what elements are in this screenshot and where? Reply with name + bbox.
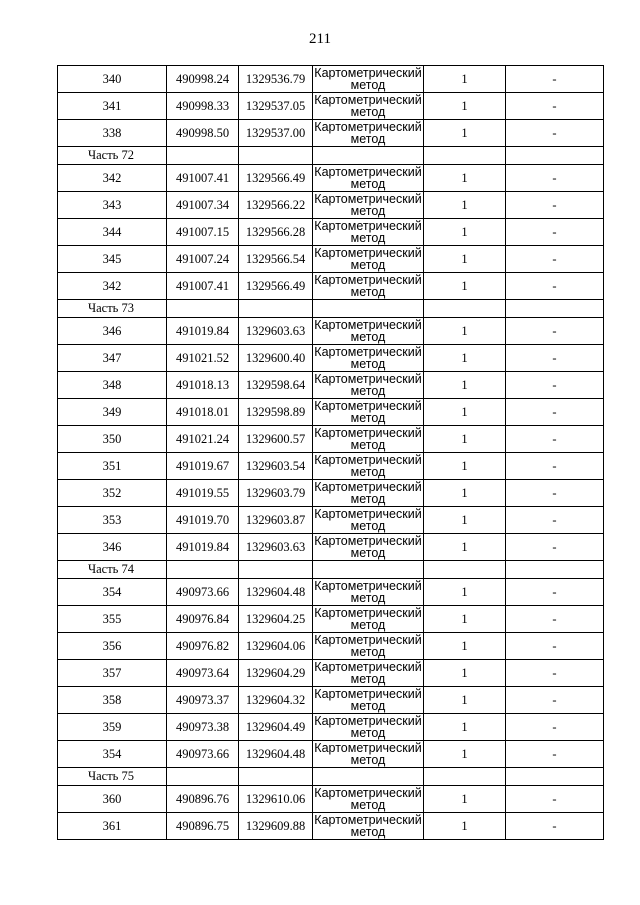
method-line-2: метод <box>350 258 386 272</box>
table-row <box>58 660 604 687</box>
point-number-cell: 356 <box>58 633 167 660</box>
point-number-cell: 357 <box>58 660 167 687</box>
empty-cell <box>424 768 506 786</box>
method-line-2: метод <box>350 384 386 398</box>
accuracy-cell: 1 <box>424 813 506 840</box>
y-coordinate-cell: 1329600.40 <box>239 345 313 372</box>
table-row <box>58 66 604 93</box>
accuracy-cell: 1 <box>424 606 506 633</box>
description-cell: - <box>506 480 604 507</box>
y-coordinate-cell: 1329598.89 <box>239 399 313 426</box>
y-coordinate-cell: 1329604.29 <box>239 660 313 687</box>
point-number-cell: 342 <box>58 273 167 300</box>
method-line-1: Картометрический <box>314 786 422 800</box>
y-coordinate-cell: 1329600.57 <box>239 426 313 453</box>
method-cell <box>313 66 424 93</box>
method-line-1: Картометрический <box>314 813 422 827</box>
accuracy-cell: 1 <box>424 192 506 219</box>
method-line-1: Картометрический <box>314 399 422 413</box>
x-coordinate-cell: 490973.37 <box>167 687 239 714</box>
point-number-cell: 351 <box>58 453 167 480</box>
method-cell <box>313 741 424 768</box>
point-number-cell: 342 <box>58 165 167 192</box>
method-cell <box>313 372 424 399</box>
description-cell: - <box>506 606 604 633</box>
method-cell <box>313 426 424 453</box>
table-row <box>58 507 604 534</box>
description-cell: - <box>506 579 604 606</box>
x-coordinate-cell: 490896.76 <box>167 786 239 813</box>
point-number-cell: 354 <box>58 579 167 606</box>
x-coordinate-cell: 491018.13 <box>167 372 239 399</box>
method-line-2: метод <box>350 618 386 632</box>
description-cell: - <box>506 66 604 93</box>
point-number-cell: 341 <box>58 93 167 120</box>
y-coordinate-cell: 1329566.28 <box>239 219 313 246</box>
empty-cell <box>239 768 313 786</box>
table-row <box>58 687 604 714</box>
x-coordinate-cell: 491019.70 <box>167 507 239 534</box>
point-number-cell: 361 <box>58 813 167 840</box>
method-line-1: Картометрический <box>314 93 422 107</box>
method-cell <box>313 165 424 192</box>
method-line-1: Картометрический <box>314 345 422 359</box>
accuracy-cell: 1 <box>424 426 506 453</box>
point-number-cell: 354 <box>58 741 167 768</box>
y-coordinate-cell: 1329537.05 <box>239 93 313 120</box>
part-label: Часть 74 <box>58 561 167 579</box>
point-number-cell: 344 <box>58 219 167 246</box>
coordinates-table <box>57 65 604 840</box>
point-number-cell: 346 <box>58 534 167 561</box>
empty-cell <box>313 768 424 786</box>
x-coordinate-cell: 491021.52 <box>167 345 239 372</box>
method-cell <box>313 687 424 714</box>
empty-cell <box>506 300 604 318</box>
x-coordinate-cell: 490973.66 <box>167 579 239 606</box>
accuracy-cell: 1 <box>424 714 506 741</box>
accuracy-cell: 1 <box>424 372 506 399</box>
y-coordinate-cell: 1329604.06 <box>239 633 313 660</box>
page-number: 211 <box>309 31 331 47</box>
accuracy-cell: 1 <box>424 399 506 426</box>
method-cell <box>313 93 424 120</box>
method-cell <box>313 453 424 480</box>
point-number-cell: 350 <box>58 426 167 453</box>
method-line-1: Картометрический <box>314 687 422 701</box>
table-row <box>58 246 604 273</box>
description-cell: - <box>506 687 604 714</box>
method-line-1: Картометрический <box>314 246 422 260</box>
accuracy-cell: 1 <box>424 273 506 300</box>
empty-cell <box>506 768 604 786</box>
description-cell: - <box>506 93 604 120</box>
method-line-2: метод <box>350 645 386 659</box>
accuracy-cell: 1 <box>424 66 506 93</box>
table-row <box>58 399 604 426</box>
empty-cell <box>506 561 604 579</box>
description-cell: - <box>506 372 604 399</box>
table-row <box>58 318 604 345</box>
table-row <box>58 372 604 399</box>
point-number-cell: 347 <box>58 345 167 372</box>
part-header-row <box>58 147 604 165</box>
method-line-2: метод <box>350 699 386 713</box>
accuracy-cell: 1 <box>424 633 506 660</box>
x-coordinate-cell: 491007.34 <box>167 192 239 219</box>
description-cell: - <box>506 741 604 768</box>
accuracy-cell: 1 <box>424 165 506 192</box>
method-cell <box>313 192 424 219</box>
method-cell <box>313 399 424 426</box>
method-line-1: Картометрический <box>314 273 422 287</box>
description-cell: - <box>506 660 604 687</box>
method-line-2: метод <box>350 798 386 812</box>
method-line-2: метод <box>350 204 386 218</box>
x-coordinate-cell: 491007.15 <box>167 219 239 246</box>
accuracy-cell: 1 <box>424 453 506 480</box>
description-cell: - <box>506 786 604 813</box>
point-number-cell: 352 <box>58 480 167 507</box>
y-coordinate-cell: 1329610.06 <box>239 786 313 813</box>
table-row <box>58 480 604 507</box>
method-cell <box>313 813 424 840</box>
method-line-2: метод <box>350 519 386 533</box>
method-cell <box>313 507 424 534</box>
y-coordinate-cell: 1329603.63 <box>239 318 313 345</box>
method-line-1: Картометрический <box>314 120 422 134</box>
empty-cell <box>239 147 313 165</box>
method-line-1: Картометрический <box>314 192 422 206</box>
method-line-2: метод <box>350 78 386 92</box>
y-coordinate-cell: 1329603.63 <box>239 534 313 561</box>
x-coordinate-cell: 490998.24 <box>167 66 239 93</box>
x-coordinate-cell: 491019.84 <box>167 534 239 561</box>
x-coordinate-cell: 490973.38 <box>167 714 239 741</box>
empty-cell <box>313 147 424 165</box>
description-cell: - <box>506 345 604 372</box>
method-line-2: метод <box>350 726 386 740</box>
method-cell <box>313 246 424 273</box>
method-line-1: Картометрический <box>314 714 422 728</box>
method-line-2: метод <box>350 492 386 506</box>
method-line-1: Картометрический <box>314 534 422 548</box>
y-coordinate-cell: 1329603.87 <box>239 507 313 534</box>
table-row <box>58 714 604 741</box>
method-line-2: метод <box>350 105 386 119</box>
point-number-cell: 349 <box>58 399 167 426</box>
x-coordinate-cell: 490973.66 <box>167 741 239 768</box>
y-coordinate-cell: 1329566.49 <box>239 273 313 300</box>
y-coordinate-cell: 1329537.00 <box>239 120 313 147</box>
description-cell: - <box>506 120 604 147</box>
point-number-cell: 359 <box>58 714 167 741</box>
method-line-2: метод <box>350 411 386 425</box>
point-number-cell: 343 <box>58 192 167 219</box>
y-coordinate-cell: 1329566.22 <box>239 192 313 219</box>
x-coordinate-cell: 490998.33 <box>167 93 239 120</box>
method-line-2: метод <box>350 438 386 452</box>
method-cell <box>313 273 424 300</box>
y-coordinate-cell: 1329603.79 <box>239 480 313 507</box>
method-cell <box>313 606 424 633</box>
accuracy-cell: 1 <box>424 480 506 507</box>
x-coordinate-cell: 490998.50 <box>167 120 239 147</box>
method-line-2: метод <box>350 357 386 371</box>
method-line-2: метод <box>350 546 386 560</box>
accuracy-cell: 1 <box>424 120 506 147</box>
table-row <box>58 741 604 768</box>
x-coordinate-cell: 490976.82 <box>167 633 239 660</box>
accuracy-cell: 1 <box>424 687 506 714</box>
accuracy-cell: 1 <box>424 579 506 606</box>
y-coordinate-cell: 1329603.54 <box>239 453 313 480</box>
y-coordinate-cell: 1329536.79 <box>239 66 313 93</box>
point-number-cell: 358 <box>58 687 167 714</box>
part-header-row <box>58 561 604 579</box>
x-coordinate-cell: 491007.24 <box>167 246 239 273</box>
description-cell: - <box>506 453 604 480</box>
y-coordinate-cell: 1329604.48 <box>239 741 313 768</box>
point-number-cell: 338 <box>58 120 167 147</box>
x-coordinate-cell: 491007.41 <box>167 273 239 300</box>
method-line-2: метод <box>350 177 386 191</box>
y-coordinate-cell: 1329604.48 <box>239 579 313 606</box>
method-line-1: Картометрический <box>314 165 422 179</box>
table-row <box>58 192 604 219</box>
accuracy-cell: 1 <box>424 534 506 561</box>
empty-cell <box>313 561 424 579</box>
x-coordinate-cell: 490896.75 <box>167 813 239 840</box>
method-line-2: метод <box>350 825 386 839</box>
table-row <box>58 813 604 840</box>
description-cell: - <box>506 633 604 660</box>
empty-cell <box>167 300 239 318</box>
accuracy-cell: 1 <box>424 93 506 120</box>
method-cell <box>313 480 424 507</box>
empty-cell <box>424 147 506 165</box>
table-row <box>58 786 604 813</box>
method-cell <box>313 633 424 660</box>
table-row <box>58 273 604 300</box>
method-line-2: метод <box>350 753 386 767</box>
x-coordinate-cell: 490973.64 <box>167 660 239 687</box>
empty-cell <box>239 300 313 318</box>
y-coordinate-cell: 1329566.54 <box>239 246 313 273</box>
method-line-1: Картометрический <box>314 660 422 674</box>
empty-cell <box>167 768 239 786</box>
accuracy-cell: 1 <box>424 345 506 372</box>
empty-cell <box>313 300 424 318</box>
method-line-1: Картометрический <box>314 219 422 233</box>
method-line-1: Картометрический <box>314 579 422 593</box>
description-cell: - <box>506 318 604 345</box>
empty-cell <box>239 561 313 579</box>
part-header-row <box>58 300 604 318</box>
description-cell: - <box>506 219 604 246</box>
description-cell: - <box>506 273 604 300</box>
description-cell: - <box>506 165 604 192</box>
method-line-1: Картометрический <box>314 426 422 440</box>
method-line-1: Картометрический <box>314 66 422 80</box>
empty-cell <box>167 561 239 579</box>
method-line-1: Картометрический <box>314 318 422 332</box>
method-cell <box>313 534 424 561</box>
description-cell: - <box>506 426 604 453</box>
point-number-cell: 340 <box>58 66 167 93</box>
method-line-2: метод <box>350 285 386 299</box>
x-coordinate-cell: 491019.55 <box>167 480 239 507</box>
method-cell <box>313 660 424 687</box>
method-line-1: Картометрический <box>314 741 422 755</box>
description-cell: - <box>506 246 604 273</box>
part-label: Часть 73 <box>58 300 167 318</box>
table-row <box>58 120 604 147</box>
accuracy-cell: 1 <box>424 786 506 813</box>
accuracy-cell: 1 <box>424 246 506 273</box>
method-line-2: метод <box>350 132 386 146</box>
point-number-cell: 353 <box>58 507 167 534</box>
description-cell: - <box>506 192 604 219</box>
accuracy-cell: 1 <box>424 507 506 534</box>
method-line-1: Картометрический <box>314 372 422 386</box>
accuracy-cell: 1 <box>424 660 506 687</box>
empty-cell <box>506 147 604 165</box>
y-coordinate-cell: 1329609.88 <box>239 813 313 840</box>
description-cell: - <box>506 507 604 534</box>
y-coordinate-cell: 1329598.64 <box>239 372 313 399</box>
method-line-1: Картометрический <box>314 480 422 494</box>
accuracy-cell: 1 <box>424 219 506 246</box>
table-row <box>58 165 604 192</box>
part-label: Часть 75 <box>58 768 167 786</box>
accuracy-cell: 1 <box>424 318 506 345</box>
part-header-row <box>58 768 604 786</box>
table-row <box>58 534 604 561</box>
method-line-1: Картометрический <box>314 606 422 620</box>
method-line-2: метод <box>350 591 386 605</box>
method-cell <box>313 345 424 372</box>
method-cell <box>313 120 424 147</box>
y-coordinate-cell: 1329604.49 <box>239 714 313 741</box>
method-cell <box>313 219 424 246</box>
description-cell: - <box>506 534 604 561</box>
y-coordinate-cell: 1329604.32 <box>239 687 313 714</box>
table-row <box>58 93 604 120</box>
method-line-1: Картометрический <box>314 453 422 467</box>
accuracy-cell: 1 <box>424 741 506 768</box>
method-cell <box>313 579 424 606</box>
point-number-cell: 345 <box>58 246 167 273</box>
table-row <box>58 426 604 453</box>
coordinates-table-body <box>58 66 604 840</box>
method-line-2: метод <box>350 330 386 344</box>
table-row <box>58 579 604 606</box>
point-number-cell: 355 <box>58 606 167 633</box>
y-coordinate-cell: 1329566.49 <box>239 165 313 192</box>
empty-cell <box>167 147 239 165</box>
y-coordinate-cell: 1329604.25 <box>239 606 313 633</box>
point-number-cell: 348 <box>58 372 167 399</box>
method-cell <box>313 318 424 345</box>
method-line-2: метод <box>350 465 386 479</box>
table-row <box>58 453 604 480</box>
table-row <box>58 606 604 633</box>
description-cell: - <box>506 813 604 840</box>
table-row <box>58 219 604 246</box>
method-line-1: Картометрический <box>314 507 422 521</box>
x-coordinate-cell: 490976.84 <box>167 606 239 633</box>
x-coordinate-cell: 491021.24 <box>167 426 239 453</box>
x-coordinate-cell: 491019.84 <box>167 318 239 345</box>
table-row <box>58 345 604 372</box>
part-label: Часть 72 <box>58 147 167 165</box>
method-line-2: метод <box>350 672 386 686</box>
table-row <box>58 633 604 660</box>
description-cell: - <box>506 714 604 741</box>
x-coordinate-cell: 491018.01 <box>167 399 239 426</box>
method-cell <box>313 714 424 741</box>
point-number-cell: 346 <box>58 318 167 345</box>
method-line-1: Картометрический <box>314 633 422 647</box>
empty-cell <box>424 300 506 318</box>
x-coordinate-cell: 491007.41 <box>167 165 239 192</box>
point-number-cell: 360 <box>58 786 167 813</box>
x-coordinate-cell: 491019.67 <box>167 453 239 480</box>
method-cell <box>313 786 424 813</box>
method-line-2: метод <box>350 231 386 245</box>
empty-cell <box>424 561 506 579</box>
description-cell: - <box>506 399 604 426</box>
